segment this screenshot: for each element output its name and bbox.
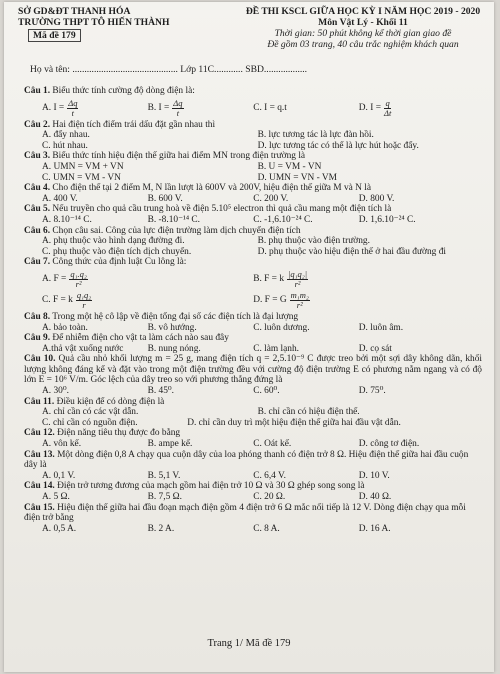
fraction <box>67 99 78 118</box>
option-b: B. 2 A. <box>147 523 175 534</box>
question-number: Câu 15. <box>24 502 55 513</box>
exam-time: Thời gian: 50 phút không kể thời gian giao đề <box>274 28 452 39</box>
question-4 <box>24 183 482 194</box>
question-text: Biểu thức tính hiệu điện thế giữa hai điểm MN trong điện trường là <box>52 151 306 162</box>
option-a: A. UMN = VM + VN <box>42 161 124 172</box>
question-text: Để nhiễm điện cho vật ta làm cách nào sau đây <box>52 333 229 344</box>
option-b: B. U = VM - VN <box>257 161 322 172</box>
question-text: Điện trở tương đương của mạch gồm hai điện trở 10 Ω và 30 Ω ghép song song là <box>57 481 365 492</box>
numerator: q₁.q₂ <box>70 268 87 279</box>
question-6-options <box>42 236 482 257</box>
question-9 <box>24 333 482 344</box>
question-6 <box>24 226 482 237</box>
fraction <box>384 99 391 118</box>
option-c: C. Oát kế. <box>253 439 292 450</box>
option-d: D. luôn âm. <box>358 322 404 333</box>
option-label: B. F = k <box>253 274 285 285</box>
school-name: TRƯỜNG THPT TÔ HIẾN THÀNH <box>18 17 170 28</box>
fraction <box>287 270 308 289</box>
option-d <box>253 291 464 310</box>
numerator: m₁m₂ <box>290 289 309 300</box>
question-number: Câu 12. <box>24 428 55 439</box>
option-c: C. 200 V. <box>253 193 289 204</box>
option-b: B. lực tương tác là lực đàn hồi. <box>257 130 374 141</box>
numerator: |q₁q₂| <box>288 268 308 279</box>
question-text: Chọn câu sai. Công của lực điện trường làm dịch chuyển điện tích <box>52 225 301 236</box>
fraction <box>76 291 92 310</box>
question-number: Câu 3. <box>24 151 51 162</box>
option-c: C. -1,6.10⁻²⁴ C. <box>253 214 313 225</box>
question-number: Câu 11. <box>24 396 55 407</box>
option-c: C. 6,4 V. <box>253 470 286 481</box>
option-c: C. làm lạnh. <box>253 343 300 354</box>
question-number: Câu 7. <box>24 257 51 268</box>
option-a: A. 0,5 A. <box>42 523 77 534</box>
option-b: B. -8.10⁻¹⁴ C. <box>147 214 201 225</box>
option-c: C. hút nhau. <box>42 140 88 151</box>
question-7 <box>24 257 482 268</box>
option-b: B. 7,5 Ω. <box>147 492 182 502</box>
question-8 <box>24 312 482 323</box>
question-12-options <box>42 439 482 450</box>
question-13 <box>24 450 482 471</box>
question-7-options-cd <box>42 291 482 310</box>
student-info-line: Họ và tên: ............................................ Lớp 11C............ SBD.................. <box>30 64 308 75</box>
option-c: C. 8 A. <box>253 523 280 534</box>
denominator: t <box>176 107 180 118</box>
option-c: C. chỉ cần có nguồn điện. <box>42 417 138 428</box>
option-d: D. 40 Ω. <box>358 492 392 502</box>
option-a: A. chỉ cần có các vật dẫn. <box>42 407 139 418</box>
question-12 <box>24 428 482 439</box>
question-text: Trong một hệ cô lập về điện tổng đại số các điện tích là đại lượng <box>52 311 299 322</box>
option-label: D. F = G <box>253 295 287 306</box>
question-4-options <box>42 194 482 205</box>
question-15-options <box>42 524 482 535</box>
exam-info-block <box>230 6 494 50</box>
numerator: Δq <box>173 97 183 108</box>
question-number: Câu 2. <box>24 119 51 130</box>
question-text: Hai điện tích điểm trái dấu đặt gần nhau thì <box>52 119 216 130</box>
denominator: r² <box>296 299 303 310</box>
option-d: D. UMN = VN - VM <box>257 172 338 183</box>
fraction <box>290 291 310 310</box>
option-b <box>253 270 464 289</box>
question-10-options <box>42 386 482 397</box>
question-5 <box>24 204 482 215</box>
question-text: Quả cầu nhỏ khối lượng m = 25 g, mang điện tích q = 2,5.10⁻⁹ C được treo bởi một sợi dây không dãn, khối lượng không đáng kể và đặt vào trong một điện trường đều với cường độ điện trường E có phương nằm ngang và có độ lớn E = 10⁶ V/m. Góc lệch của dây treo so với phương thẳng đứng là <box>24 354 483 386</box>
question-text: Biểu thức tính cường độ dòng điện là: <box>52 86 195 96</box>
option-a: A. 8.10⁻¹⁴ C. <box>42 214 92 225</box>
question-text: Nếu truyền cho quả cầu trung hoà về điện 5.10⁵ electron thì quả cầu mang một điện tích là <box>52 204 392 215</box>
question-2-options <box>42 130 482 151</box>
question-number: Câu 14. <box>24 481 55 492</box>
question-number: Câu 5. <box>24 204 51 215</box>
numerator: q <box>385 97 390 108</box>
question-text: Cho điện thế tại 2 điểm M, N lần lượt là 600V và 200V, hiệu điện thế giữa M và N là <box>52 183 372 194</box>
denominator: t <box>71 107 75 118</box>
option-c: C. luôn dương. <box>253 322 310 333</box>
question-number: Câu 9. <box>24 333 51 344</box>
option-label: B. I = <box>147 102 170 113</box>
fraction <box>172 99 183 118</box>
question-11 <box>24 397 482 408</box>
question-14-options <box>42 492 482 503</box>
option-c: C. phụ thuộc vào điện tích dịch chuyển. <box>42 246 192 257</box>
fraction <box>69 270 88 289</box>
denominator: r² <box>75 278 82 289</box>
question-number: Câu 6. <box>24 225 51 236</box>
exam-subject: Môn Vật Lý - Khối 11 <box>318 17 408 28</box>
question-number: Câu 8. <box>24 311 51 322</box>
option-d <box>359 99 465 118</box>
question-number: Câu 10. <box>24 354 56 365</box>
denominator: r² <box>294 278 301 289</box>
option-a: A. vôn kế. <box>42 439 82 450</box>
numerator: q₁q₂ <box>76 289 92 300</box>
option-b: B. 600 V. <box>147 193 183 204</box>
exam-code: Mã đề 179 <box>28 29 81 42</box>
option-b: B. nung nóng. <box>147 343 201 354</box>
question-14 <box>24 481 482 492</box>
option-a: A. 0,1 V. <box>42 470 76 481</box>
option-b <box>148 99 254 118</box>
option-d: D. phụ thuộc vào hiệu điện thế ở hai đầu đường đi <box>257 246 446 257</box>
option-b: B. 45⁰. <box>147 386 175 397</box>
question-9-options <box>42 344 482 355</box>
option-d: D. 1,6.10⁻²⁴ C. <box>358 214 416 225</box>
exam-title: ĐỀ THI KSCL GIỮA HỌC KỲ I NĂM HỌC 2019 - 2020 <box>245 6 481 17</box>
option-a: A. đẩy nhau. <box>42 130 90 141</box>
option-b: B. chỉ cần có hiệu điện thế. <box>257 407 360 418</box>
denominator: Δt <box>384 107 392 118</box>
option-a <box>42 99 148 118</box>
question-1-options <box>42 99 482 118</box>
question-15 <box>24 503 482 524</box>
option-d: D. 10 V. <box>358 470 390 481</box>
option-a: A. 30⁰. <box>42 386 69 397</box>
option-label: D. I = <box>358 102 381 113</box>
dept-name: SỞ GD&ĐT THANH HÓA <box>18 6 131 17</box>
option-c: C. 20 Ω. <box>253 492 286 502</box>
school-block <box>18 6 228 42</box>
question-1 <box>24 86 482 97</box>
question-5-options <box>42 215 482 226</box>
option-a: A. bảo toàn. <box>42 322 88 333</box>
question-number: Câu 4. <box>24 183 51 194</box>
option-a: A.thả vật xuống nước <box>42 343 124 354</box>
question-text: Hiệu điện thế giữa hai đầu đoạn mạch điện gồm 4 điện trở 6 Ω mắc nối tiếp là 12 V. Dòng điện chạy qua mỗi điện trở bằng <box>24 502 466 524</box>
exam-pages: Đề gồm 03 trang, 40 câu trắc nghiệm khách quan <box>267 39 459 50</box>
option-label: C. F = k <box>42 295 73 306</box>
question-number: Câu 13. <box>24 449 55 460</box>
option-b: B. vô hướng. <box>147 322 197 333</box>
option-d: D. công tơ điện. <box>358 439 420 450</box>
numerator: Δq <box>68 97 78 108</box>
option-label: A. F = <box>42 274 67 285</box>
option-a <box>42 270 253 289</box>
question-text: Công thức của định luật Cu lông là: <box>52 257 187 268</box>
question-text: Điều kiện để có dòng điện là <box>56 396 165 407</box>
question-text: Một dòng điện 0,8 A chạy qua cuộn dây của loa phóng thanh có điện trở 8 Ω. Hiệu điện thế giữa hai đầu cuộn dây là <box>24 449 469 471</box>
question-8-options <box>42 323 482 334</box>
option-c <box>42 291 253 310</box>
option-a: A. 5 Ω. <box>42 492 70 502</box>
exam-page <box>4 2 494 672</box>
question-text: Điện năng tiêu thụ được đo bằng <box>57 428 181 439</box>
option-d: D. 800 V. <box>358 193 395 204</box>
question-3-options <box>42 162 482 183</box>
question-7-options-ab <box>42 270 482 289</box>
option-a: A. 400 V. <box>42 193 78 204</box>
option-b: B. phụ thuộc vào điện trường. <box>257 236 370 247</box>
question-3 <box>24 151 482 162</box>
page-footer: Trang 1/ Mã đề 179 <box>207 638 291 649</box>
question-2 <box>24 120 482 131</box>
option-a: A. phụ thuộc vào hình dạng đường đi. <box>42 236 185 247</box>
option-b: B. ampe kế. <box>147 439 193 450</box>
option-c: C. UMN = VM - VN <box>42 172 121 183</box>
option-c: C. I = q.t <box>253 102 287 113</box>
option-d: D. 75⁰. <box>358 386 386 397</box>
question-10 <box>24 354 482 386</box>
option-c: C. 60⁰. <box>253 386 280 397</box>
question-13-options <box>42 471 482 482</box>
question-11-options <box>42 407 482 428</box>
option-label: A. I = <box>42 102 65 113</box>
option-d: D. lực tương tác có thể là lực hút hoặc đẩy. <box>257 140 419 151</box>
questions-body <box>24 86 482 534</box>
option-b: B. 5,1 V. <box>147 470 181 481</box>
option-d: D. chỉ cần duy trì một hiệu điện thế giữa hai đầu vật dẫn. <box>187 417 401 428</box>
question-number: Câu 1. <box>24 86 51 96</box>
option-d: D. cọ sát <box>358 343 392 354</box>
option-d: D. 16 A. <box>358 523 391 534</box>
denominator: r <box>82 299 86 310</box>
